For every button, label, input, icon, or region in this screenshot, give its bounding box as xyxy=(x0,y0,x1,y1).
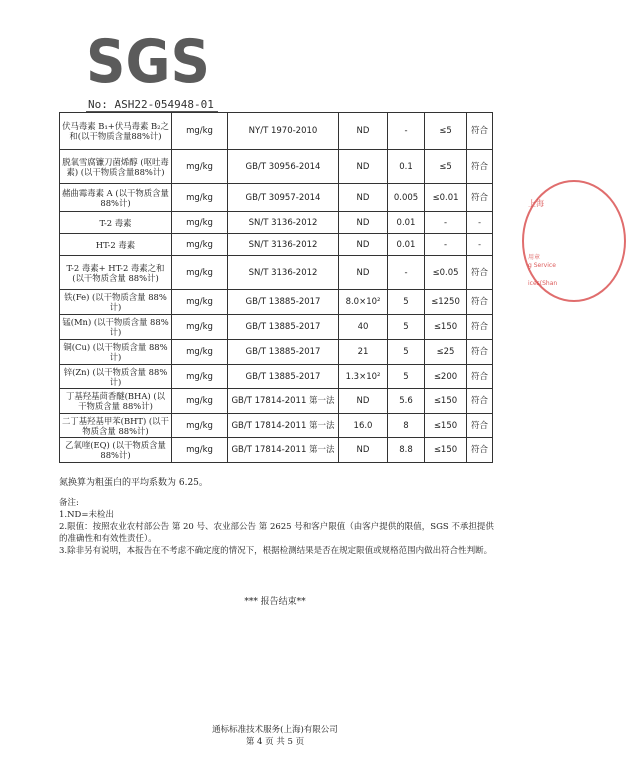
method-cell: GB/T 13885-2017 xyxy=(228,340,339,365)
footer-page-number: 第 4 页 共 5 页 xyxy=(245,737,305,747)
verdict-cell: - xyxy=(467,212,493,234)
seal-text-4: ices(Shan xyxy=(528,280,558,287)
mdl-cell: 0.1 xyxy=(388,150,425,184)
result-cell: ND xyxy=(339,184,388,212)
unit-cell: mg/kg xyxy=(172,389,228,414)
result-cell: ND xyxy=(339,438,388,463)
result-cell: 16.0 xyxy=(339,414,388,438)
method-cell: GB/T 17814-2011 第一法 xyxy=(228,438,339,463)
limit-cell: ≤1250 xyxy=(425,290,467,315)
result-cell: 21 xyxy=(339,340,388,365)
unit-cell: mg/kg xyxy=(172,113,228,150)
method-cell: GB/T 30956-2014 xyxy=(228,150,339,184)
limit-cell: ≤5 xyxy=(425,113,467,150)
limit-cell: ≤150 xyxy=(425,315,467,340)
verdict-cell: 符合 xyxy=(467,290,493,315)
result-cell: ND xyxy=(339,389,388,414)
item-cell: 丁基羟基茴香醚(BHA) (以干物质含量 88%计) xyxy=(60,389,172,414)
item-cell: T-2 毒素 xyxy=(60,212,172,234)
limit-cell: - xyxy=(425,234,467,256)
seal-text-3: g Service xyxy=(528,262,556,269)
mdl-cell: 5 xyxy=(388,290,425,315)
remarks-title: 备注: xyxy=(59,498,79,508)
method-cell: GB/T 17814-2011 第一法 xyxy=(228,389,339,414)
mdl-cell: 0.005 xyxy=(388,184,425,212)
item-cell: 锌(Zn) (以干物质含量 88%计) xyxy=(60,365,172,389)
report-end-marker: *** 报告结束** xyxy=(244,597,306,607)
table-row xyxy=(60,256,493,290)
unit-cell: mg/kg xyxy=(172,234,228,256)
result-cell: ND xyxy=(339,256,388,290)
table-row xyxy=(60,438,493,463)
mdl-cell: 0.01 xyxy=(388,212,425,234)
verdict-cell: 符合 xyxy=(467,150,493,184)
verdict-cell: 符合 xyxy=(467,113,493,150)
item-cell: 乙氧喹(EQ) (以干物质含量 88%计) xyxy=(60,438,172,463)
remark-2: 2.限值：按照农业农村部公告 第 20 号、农业部公告 第 2625 号和客户限值（由客户提供的限值，SGS 不承担提供的准确性和有效性责任）。 xyxy=(59,522,494,544)
logo-text: SGS xyxy=(86,27,210,97)
table-row xyxy=(60,212,493,234)
unit-cell: mg/kg xyxy=(172,150,228,184)
result-cell: 8.0×10² xyxy=(339,290,388,315)
company-seal xyxy=(518,180,558,300)
method-cell: GB/T 13885-2017 xyxy=(228,315,339,340)
mdl-cell: 8 xyxy=(388,414,425,438)
results-table xyxy=(59,112,493,463)
mdl-cell: 5 xyxy=(388,365,425,389)
verdict-cell: - xyxy=(467,234,493,256)
limit-cell: ≤200 xyxy=(425,365,467,389)
mdl-cell: 5 xyxy=(388,340,425,365)
unit-cell: mg/kg xyxy=(172,340,228,365)
verdict-cell: 符合 xyxy=(467,340,493,365)
result-cell: 1.3×10² xyxy=(339,365,388,389)
item-cell: 铁(Fe) (以干物质含量 88%计) xyxy=(60,290,172,315)
unit-cell: mg/kg xyxy=(172,184,228,212)
table-row xyxy=(60,113,493,150)
mdl-cell: 8.8 xyxy=(388,438,425,463)
method-cell: SN/T 3136-2012 xyxy=(228,256,339,290)
limit-cell: ≤150 xyxy=(425,389,467,414)
unit-cell: mg/kg xyxy=(172,315,228,340)
table-row xyxy=(60,315,493,340)
table-row xyxy=(60,184,493,212)
verdict-cell: 符合 xyxy=(467,365,493,389)
result-cell: ND xyxy=(339,113,388,150)
limit-cell: ≤25 xyxy=(425,340,467,365)
nitrogen-note: 氮换算为粗蛋白的平均系数为 6.25。 xyxy=(59,478,208,488)
result-cell: ND xyxy=(339,150,388,184)
table-row xyxy=(60,389,493,414)
remark-1: 1.ND=未检出 xyxy=(59,510,114,520)
unit-cell: mg/kg xyxy=(172,212,228,234)
unit-cell: mg/kg xyxy=(172,256,228,290)
item-cell: T-2 毒素+ HT-2 毒素之和(以干物质含量 88%计) xyxy=(60,256,172,290)
limit-cell: ≤150 xyxy=(425,438,467,463)
table-row xyxy=(60,290,493,315)
limit-cell: ≤0.05 xyxy=(425,256,467,290)
footer-company: 通标标准技术服务(上海)有限公司 xyxy=(212,725,338,735)
mdl-cell: - xyxy=(388,113,425,150)
unit-cell: mg/kg xyxy=(172,365,228,389)
method-cell: GB/T 17814-2011 第一法 xyxy=(228,414,339,438)
item-cell: 锰(Mn) (以干物质含量 88%计) xyxy=(60,315,172,340)
mdl-cell: - xyxy=(388,256,425,290)
item-cell: 伏马毒素 B₁+伏马毒素 B₂之和(以干物质含量88%计) xyxy=(60,113,172,150)
item-cell: 赭曲霉毒素 A (以干物质含量 88%计) xyxy=(60,184,172,212)
verdict-cell: 符合 xyxy=(467,389,493,414)
limit-cell: - xyxy=(425,212,467,234)
result-cell: ND xyxy=(339,234,388,256)
verdict-cell: 符合 xyxy=(467,414,493,438)
unit-cell: mg/kg xyxy=(172,414,228,438)
verdict-cell: 符合 xyxy=(467,315,493,340)
limit-cell: ≤5 xyxy=(425,150,467,184)
method-cell: GB/T 13885-2017 xyxy=(228,290,339,315)
verdict-cell: 符合 xyxy=(467,184,493,212)
table-row xyxy=(60,340,493,365)
verdict-cell: 符合 xyxy=(467,256,493,290)
sgs-logo xyxy=(84,20,214,108)
table-row xyxy=(60,414,493,438)
method-cell: GB/T 30957-2014 xyxy=(228,184,339,212)
seal-text-2: 用章 xyxy=(528,254,541,261)
limit-cell: ≤0.01 xyxy=(425,184,467,212)
remarks xyxy=(59,497,499,557)
unit-cell: mg/kg xyxy=(172,438,228,463)
mdl-cell: 5.6 xyxy=(388,389,425,414)
item-cell: 脱氧雪腐镰刀菌烯醇 (呕吐毒素) (以干物质含量88%计) xyxy=(60,150,172,184)
method-cell: NY/T 1970-2010 xyxy=(228,113,339,150)
table-row xyxy=(60,234,493,256)
page-footer xyxy=(0,724,550,748)
mdl-cell: 5 xyxy=(388,315,425,340)
verdict-cell: 符合 xyxy=(467,438,493,463)
limit-cell: ≤150 xyxy=(425,414,467,438)
unit-cell: mg/kg xyxy=(172,290,228,315)
method-cell: SN/T 3136-2012 xyxy=(228,234,339,256)
table-row xyxy=(60,365,493,389)
seal-text-1: 上海 xyxy=(528,199,544,208)
item-cell: 铜(Cu) (以干物质含量 88%计) xyxy=(60,340,172,365)
method-cell: GB/T 13885-2017 xyxy=(228,365,339,389)
table-row xyxy=(60,150,493,184)
result-cell: ND xyxy=(339,212,388,234)
result-cell: 40 xyxy=(339,315,388,340)
item-cell: HT-2 毒素 xyxy=(60,234,172,256)
remark-3: 3.除非另有说明，本报告在不考虑不确定度的情况下，根据检测结果是否在规定限值或规格范围内做出符合性判断。 xyxy=(59,546,493,556)
report-number: No: ASH22-054948-01 xyxy=(88,98,214,111)
item-cell: 二丁基羟基甲苯(BHT) (以干物质含量 88%计) xyxy=(60,414,172,438)
mdl-cell: 0.01 xyxy=(388,234,425,256)
method-cell: SN/T 3136-2012 xyxy=(228,212,339,234)
